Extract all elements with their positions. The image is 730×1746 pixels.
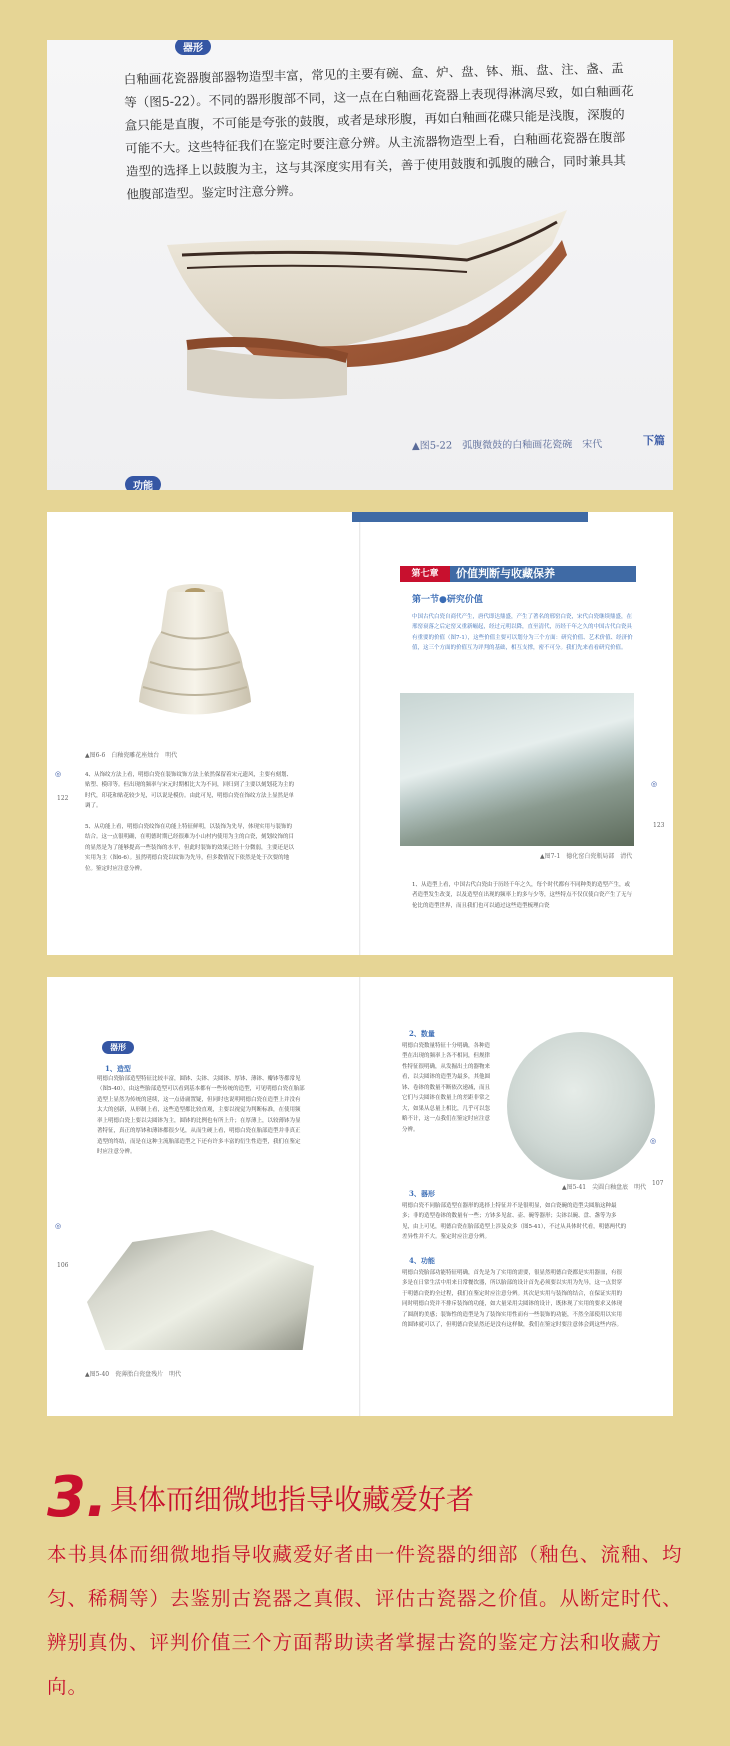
- heading-shape: 1、造型: [105, 1064, 131, 1073]
- candle-holder-image: [125, 577, 265, 722]
- footer-badge: 功能: [125, 476, 161, 490]
- right-page-logo: ◎: [651, 780, 658, 788]
- book-page-photo-1: [47, 40, 673, 490]
- section-badge: 器形: [175, 40, 211, 55]
- right-figure-caption: ▲图5-41 尖圆白釉盘底 明代: [562, 1184, 647, 1191]
- right-paragraph-1: 1、从造型上看，中国古代白瓷由于历经千年之久，每个时代都有不同种类的造型产生，或者造型发生改变，以及造型在出现的频率上的多与少等，这些特点不仅仅使白瓷产生了无与伦比的造型世界，而且我们也可以通过这些造型梳理白瓷: [412, 882, 633, 909]
- left-figure-caption: ▲图6-6 白釉瓷雕花座烛台 明代: [85, 752, 178, 759]
- chapter-number: 第七章: [400, 566, 450, 582]
- heading-form: 3、器形: [409, 1189, 435, 1198]
- paragraph-form: 明德白瓷不同胎部造型在器形的选择上特征并不是很明显，如白瓷碗的造型尖圆胎这种最多；非的造型卷钵的数量有一些；方钵多见盆、壶、碗等器形；尖钵以碗、盘、盏等为多见，由上可见，明德白瓷在胎部造型上涉及众多（图5-41），不过从具体时代看，明德两代的差异性并不大。鉴定时应注意分辨。: [402, 1203, 627, 1241]
- left-paragraph-5: 5、从功能上看，明德白瓷纹饰在功能上特征鲜明，以装饰为先导，体现实用与装饰的结合。这一点很明确，在明德时期已经很难为小山村内使用为主的白瓷，刻划纹饰的目的显然是为了能够提高一些装饰的水平，但此时装饰的效果已经十分微弱，主要还是以实用为主（图6-6）。虽然明德白瓷以纹饰为先导，但多数情况下依然是处于次要的地位。鉴定时应注意分辨。: [85, 824, 295, 872]
- heading-quantity: 2、数量: [409, 1029, 435, 1038]
- right-figure-caption: ▲图7-1 德化窑白瓷瓶局部 清代: [540, 853, 633, 860]
- left-page-number: 122: [57, 795, 69, 802]
- porcelain-vase-closeup-image: [400, 693, 634, 846]
- paragraph-quantity: 明德白瓷数量特征十分明确，各种造型在出现的频率上各不相同，但规律性特征很明确，从发掘出土的器物来看，以尖圆钵的造型为最多，其他圆钵、卷钵的数量不断依次递减，而且它们与尖圆钵在数量上的差距非常之大，如果从总量上相比，几乎可以忽略不计，这一点我们在鉴定时应注意分辨。: [402, 1043, 491, 1133]
- right-page-logo: ◎: [650, 1137, 657, 1145]
- left-page-logo: ◎: [55, 770, 62, 778]
- feature-number: 3.: [47, 1465, 108, 1530]
- figure-caption: ▲图5-22 弧腹微鼓的白釉画花瓷碗 宋代: [411, 439, 603, 452]
- left-page-number: 106: [57, 1262, 69, 1269]
- paragraph-shape: 明德白瓷胎部造型特征比较丰富，圆钵、尖钵、尖圆钵、厚钵、薄钵、瓣钵等都常见（图5-40），由这些胎部造型可以看到基本都有一些传统的造型，可见明德白瓷在胎部造型上显然为传统的延续，这一点毋庸置疑，但同时也说明明德白瓷在造型上并没有太大的创新，从形制上看，这些造型都比较直观，主要以视觉为判断标准，在使用频率上明德白瓷上要以尖圆钵为主，圆钵的比例也有所上升；在厚薄上，以较薄钵为显著特征，真正的厚钵和薄钵都很少见，从而生硬上看，明德白瓷在胎部造型并非真正造型的终结，而是在这种主流胎部造型之下还有许多丰富的衍生性造型，我们在鉴定时应注意分辨。: [97, 1076, 305, 1156]
- left-figure-caption: ▲图5-40 瓷薄胎白瓷盘残片 明代: [85, 1371, 182, 1378]
- feature-heading: 具体而细微地指导收藏爱好者: [110, 1483, 475, 1516]
- section-badge: 器形: [102, 1041, 134, 1054]
- paragraph-function: 明德白瓷胎部功能特征明确，首先是为了实用的需要，很显然明德白瓷都是实用器皿，有很多是在日常生活中用来日常餐饮器，所以胎部的设计首先必须要以实用为先导，这一点贯穿于明德白瓷的全过程，我们在鉴定时应注意分辨。其次是实用与装饰的结合，在保证实用的同时明德白瓷并不排斥装饰的功能，如大量采用尖圆钵的设计，既体现了实用的要求又体现了圆润的美感；装饰性的造型是为了装饰实用性而有一些装饰的功能，不然全部使用以实用的圆钵就可以了，但明德白瓷显然还是没有这样做，我们在鉴定时要注意体会到这些内容。: [402, 1270, 623, 1329]
- heading-function: 4、功能: [409, 1256, 435, 1265]
- book-spread-3: [47, 977, 673, 1416]
- left-page-logo: ◎: [55, 1222, 62, 1230]
- page-paragraph: 白釉画花瓷器腹部器物造型丰富，常见的主要有碗、盒、炉、盘、钵、瓶、盘、注、盏、盂等（图5-22）。不同的器形腹部不同，这一点在白釉画花瓷器上表现得淋漓尽致，如白釉画花盒只能是直腹，不可能是夸张的鼓腹，或者是球形腹，再如白釉画花碟只能是浅腹，深腹的可能不大。这些特征我们在鉴定时要注意分辨。从主流器物造型上看，白釉画花瓷器在腹部造型的选择上以鼓腹为主，这与其深度实用有关，善于使用鼓腹和弧腹的融合，同时兼具其他腹部造型。鉴定时注意分辨。: [123, 60, 634, 202]
- book-spine: [359, 512, 361, 955]
- chapter-bar: [352, 512, 588, 522]
- left-paragraph-4: 4、从饰纹方法上看，明德白瓷在装饰纹饰方法上依然保留着宋元遗风，主要有刻划、贴塑、模印等。但出现的频率与宋元时期相比大为不同，回归到了主要以刻划花为主的时代，印花和贴花较少见，可以说是模仿。由此可见，明德白瓷在饰纹方法上显然是单调了。: [85, 772, 295, 810]
- page-mark: 下篇: [643, 434, 665, 447]
- section-title: 第一节●研究价值: [412, 595, 483, 605]
- bowl-fragment-image: [47, 40, 673, 490]
- shard-fragment-image: [87, 1230, 314, 1350]
- right-page-number: 107: [652, 1180, 664, 1187]
- feature-paragraph: 本书具体而细微地指导收藏爱好者由一件瓷器的细部（釉色、流釉、均匀、稀稠等）去鉴别古瓷器之真假、评估古瓷器之价值。从断定时代、辨别真伪、评判价值三个方面帮助读者掌握古瓷的鉴定方法和收藏方向。: [47, 1543, 683, 1698]
- book-spine: [359, 977, 361, 1416]
- round-plate-image: [507, 1032, 655, 1180]
- right-page-number: 123: [653, 822, 665, 829]
- chapter-title: 价值判断与收藏保养: [456, 567, 555, 580]
- chapter-intro: 中国古代白瓷自商代产生，唐代即达鼎盛，产生了著名的邢窑白瓷，宋代白瓷继续鼎盛，在邢窑衰落之后定窑又重新崛起，经过元明以降，直至清代，历经千年之久的中国古代白瓷具有重要的价值（图7-1），这些价值主要可以划分为三个方面：研究价值、艺术价值、经济价值，这三个方面的价值互为评判的基础，相互支撑，密不可分。我们先来看看研究价值。: [412, 614, 633, 652]
